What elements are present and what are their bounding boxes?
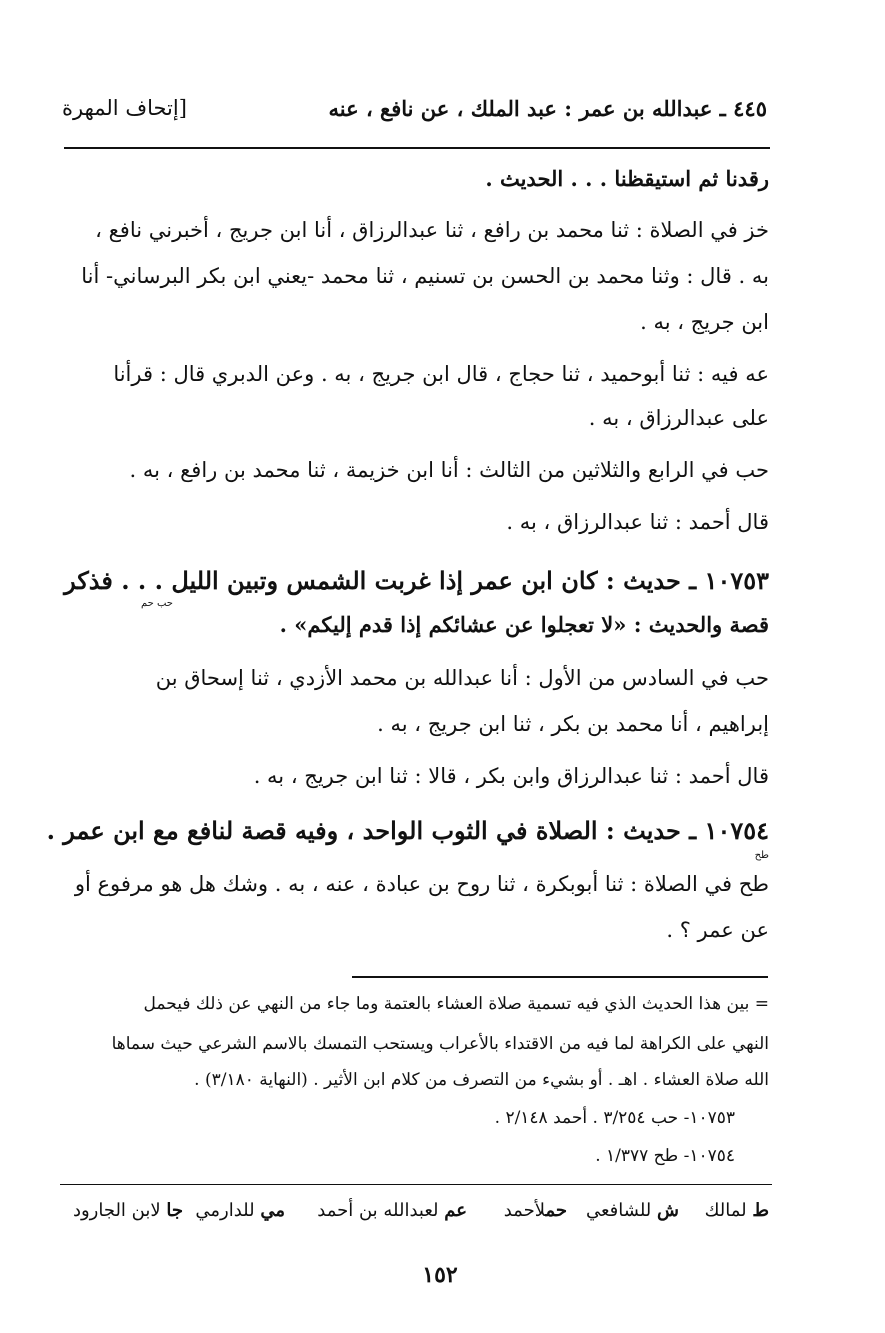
text-line-9: حب في السادس من الأول : أنا عبدالله بن محمد الأزدي ، ثنا إسحاق بن (155, 666, 769, 690)
abbr-item-malik: ط لمالك (704, 1200, 769, 1221)
text-line-1: رقدنا ثم استيقظنا . . . الحديث . (485, 166, 769, 191)
text-line-4: ابن جريج ، به . (640, 310, 769, 334)
text-line-6: على عبدالرزاق ، به . (588, 406, 769, 430)
text-line-13: عن عمر ؟ . (666, 918, 769, 942)
abbr-item-darimi: مي للدارمي (195, 1200, 285, 1221)
footnote-line-3: الله صلاة العشاء . اهـ . أو بشيء من التصرف من كلام ابن الأثير . (النهاية ٣/١٨٠) . (194, 1070, 769, 1090)
footnote-rule (352, 976, 768, 978)
text-line-11: قال أحمد : ثنا عبدالرزاق وابن بكر ، قالا : ثنا ابن جريج ، به . (253, 764, 769, 788)
text-line-10: إبراهيم ، أنا محمد بن بكر ، ثنا ابن جريج ، به . (377, 712, 769, 736)
page-number: ١٥٢ (422, 1262, 458, 1288)
hadith-10754-sources-note: طح (754, 850, 769, 861)
abbreviations-rule (60, 1184, 772, 1185)
abbr-item-ahmad: حملأحمد (503, 1200, 567, 1221)
header-rule (64, 147, 770, 149)
hadith-heading-10754: ١٠٧٥٤ ـ حديث : الصلاة في الثوب الواحد ، وفيه قصة لنافع مع ابن عمر . (46, 816, 769, 845)
abbr-item-abdullah: عم لعبدالله بن أحمد (317, 1200, 467, 1221)
running-header-book: [إتحاف المهرة (62, 96, 187, 120)
text-line-5: عه فيه : ثنا أبوحميد ، ثنا حجاج ، قال ابن جريج ، به . وعن الدبري قال : قرأنا (113, 362, 769, 386)
footnote-line-5: ١٠٧٥٤- طح ١/٣٧٧ . (595, 1146, 735, 1166)
text-line-2: خز في الصلاة : ثنا محمد بن رافع ، ثنا عبدالرزاق ، أنا ابن جريج ، أخبرني نافع ، (95, 218, 769, 242)
hadith-10753-sources-note: حب حم (140, 598, 173, 609)
text-line-12: طح في الصلاة : ثنا أبوبكرة ، ثنا روح بن عبادة ، عنه ، به . وشك هل هو مرفوع أو (74, 872, 769, 896)
hadith-heading-10753: ١٠٧٥٣ ـ حديث : كان ابن عمر إذا غربت الشمس وتبين الليل . . . فذكر (64, 566, 769, 595)
text-line-3: به . قال : وثنا محمد بن الحسن بن تسنيم ، ثنا محمد -يعني ابن بكر البرساني- أنا (81, 264, 769, 288)
abbr-item-jarud: جا لابن الجارود (72, 1200, 183, 1221)
text-line-7: حب في الرابع والثلاثين من الثالث : أنا ابن خزيمة ، ثنا محمد بن رافع ، به . (129, 458, 769, 482)
footnote-line-2: النهي على الكراهة لما فيه من الاقتداء بالأعراب ويستحب التمسك بالاسم الشرعي حيث سماها (111, 1034, 769, 1054)
hadith-heading-10753-cont: قصة والحديث : «لا تعجلوا عن عشائكم إذا قدم إليكم» . (279, 612, 769, 637)
footnote-line-1: = بين هذا الحديث الذي فيه تسمية صلاة العشاء بالعتمة وما جاء من النهي عن ذلك فيحمل (143, 994, 769, 1014)
footnote-line-4: ١٠٧٥٣- حب ٣/٢٥٤ . أحمد ٢/١٤٨ . (494, 1108, 735, 1128)
text-line-8: قال أحمد : ثنا عبدالرزاق ، به . (506, 510, 769, 534)
running-header-title: ٤٤٥ ـ عبدالله بن عمر : عبد الملك ، عن نافع ، عنه (328, 96, 767, 121)
abbr-item-shafii: ش للشافعي (586, 1200, 679, 1221)
